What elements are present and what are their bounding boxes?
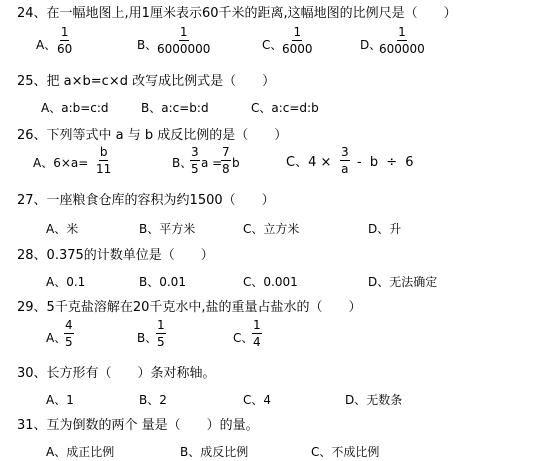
q24-option-c-letter: C、 [262, 38, 283, 52]
denominator: 5 [191, 162, 199, 176]
denominator: 4 [253, 335, 261, 349]
q26-option-a-fraction [96, 146, 111, 176]
numerator: 1 [253, 318, 261, 332]
q26-option-c-suffix: - b ÷ 6 [357, 155, 414, 170]
q28-option-a: A、0.1 [46, 275, 86, 289]
q26-option-a-prefix: A、6×a= [33, 156, 89, 170]
q26-option-c-fraction [340, 146, 350, 176]
q27-option-c: C、立方米 [243, 222, 300, 236]
q25-option-b: B、a:c=b:d [141, 101, 209, 115]
q26-option-b-fraction-2 [221, 146, 231, 176]
q29-option-a-fraction [64, 319, 74, 349]
q29-option-a-letter: A、 [46, 331, 67, 345]
q27-option-b: B、平方米 [139, 222, 196, 236]
numerator: 7 [222, 145, 230, 159]
q24-option-d-fraction [379, 26, 425, 56]
q26-option-b-prefix: B、 [172, 156, 193, 170]
q24-option-d-letter: D、 [360, 38, 382, 52]
q31-option-a: A、成正比例 [46, 445, 115, 459]
q24-option-a-fraction [57, 26, 72, 56]
numerator: 1 [60, 25, 69, 39]
question-27-stem: 27、一座粮食仓库的容积为约1500（ ） [17, 193, 275, 208]
q30-option-b: B、2 [139, 393, 167, 407]
q31-option-b: B、成反比例 [180, 445, 249, 459]
denominator: 5 [157, 335, 165, 349]
numerator: 3 [341, 145, 349, 159]
numerator: 1 [293, 25, 302, 39]
question-29-stem: 29、5千克盐溶解在20千克水中,盐的重量占盐水的（ ） [17, 300, 362, 315]
numerator: 1 [157, 318, 165, 332]
q24-option-a-letter: A、 [36, 38, 57, 52]
denominator: 6000 [282, 42, 313, 56]
numerator: 3 [191, 145, 199, 159]
q27-option-d: D、升 [368, 222, 402, 236]
denominator: 6000000 [157, 42, 211, 56]
denominator: 5 [65, 335, 73, 349]
q25-option-a: A、a:b=c:d [41, 101, 109, 115]
q24-option-b-letter: B、 [137, 38, 158, 52]
q24-option-c-fraction [282, 26, 313, 56]
question-31-stem: 31、互为倒数的两个 量是（ ）的量。 [17, 418, 259, 433]
q29-option-c-fraction [252, 319, 262, 349]
q28-option-d: D、无法确定 [368, 275, 438, 289]
q25-option-c: C、a:c=d:b [251, 101, 319, 115]
denominator: 60 [57, 42, 73, 56]
q31-option-c: C、不成比例 [311, 445, 380, 459]
numerator: 1 [179, 25, 188, 39]
denominator: a [341, 162, 349, 176]
q26-option-c-prefix: C、4 × [286, 155, 332, 170]
question-26-stem: 26、下列等式中 a 与 b 成反比例的是（ ） [17, 128, 288, 143]
denominator: 600000 [379, 42, 425, 56]
question-24-stem: 24、在一幅地图上,用1厘米表示60千米的距离,这幅地图的比例尺是（ ） [17, 6, 457, 21]
q29-option-b-letter: B、 [137, 331, 158, 345]
q26-option-b-suffix: b [232, 156, 240, 170]
q28-option-c: C、0.001 [243, 275, 298, 289]
question-28-stem: 28、0.375的计数单位是（ ） [17, 248, 214, 263]
q28-option-b: B、0.01 [139, 275, 186, 289]
q26-option-b-middle: a = [201, 156, 223, 170]
q30-option-a: A、1 [46, 393, 74, 407]
q29-option-b-fraction [156, 319, 166, 349]
numerator: 1 [398, 25, 406, 39]
q27-option-a: A、米 [46, 222, 79, 236]
q30-option-d: D、无数条 [345, 393, 403, 407]
numerator: b [99, 145, 108, 159]
q24-option-b-fraction [157, 26, 210, 56]
denominator: 11 [96, 162, 112, 176]
numerator: 4 [65, 318, 73, 332]
question-25-stem: 25、把 a×b=c×d 改写成比例式是（ ） [17, 74, 276, 89]
q30-option-c: C、4 [243, 393, 272, 407]
denominator: 8 [222, 162, 230, 176]
q29-option-c-letter: C、 [233, 331, 254, 345]
question-30-stem: 30、长方形有（ ）条对称轴。 [17, 366, 216, 381]
q26-option-b-fraction-1 [190, 146, 200, 176]
